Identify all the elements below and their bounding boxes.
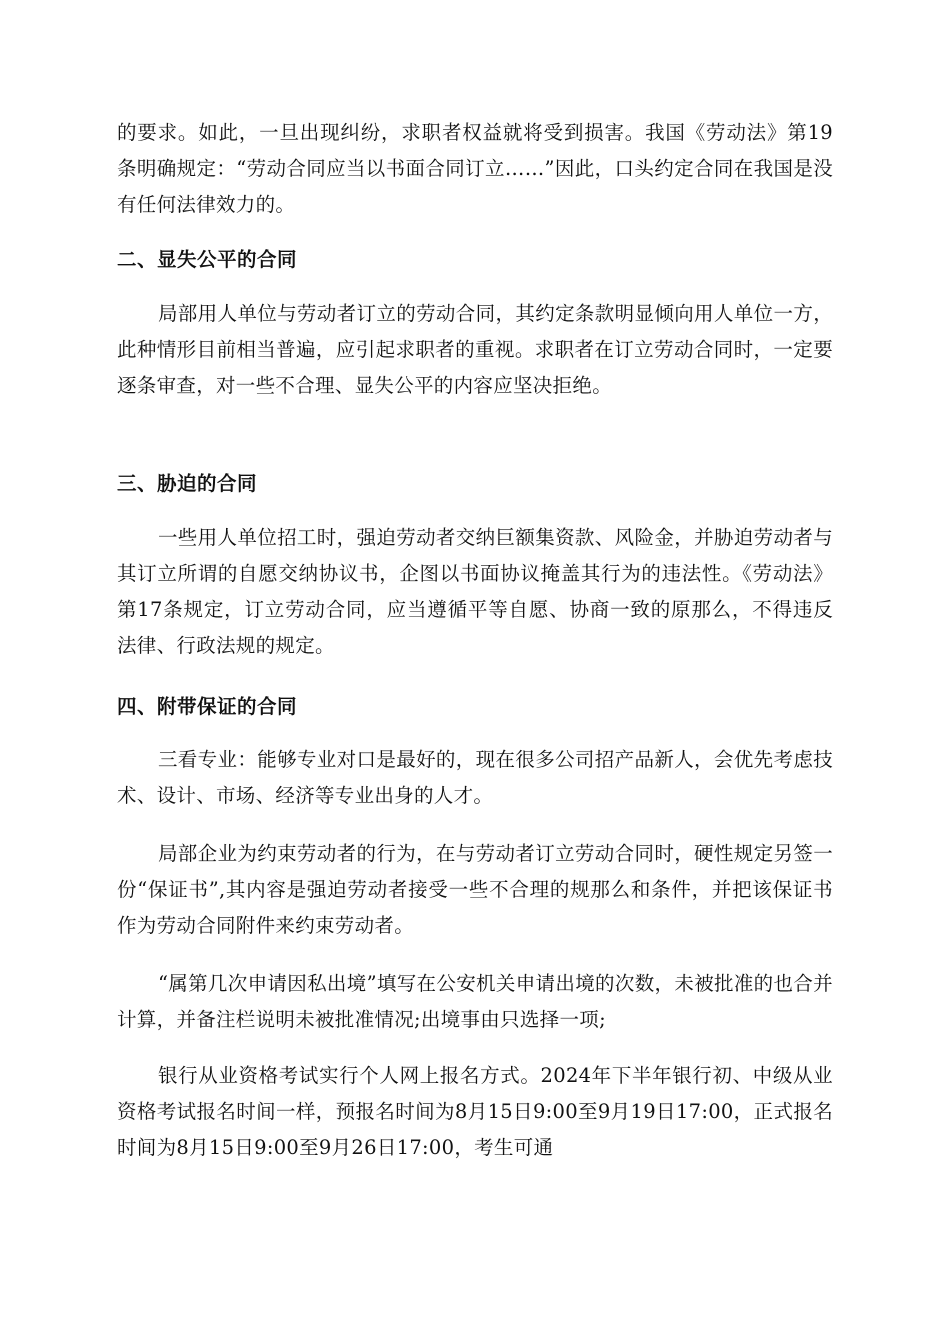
paragraph-coerced-contract: 一些用人单位招工时，强迫劳动者交纳巨额集资款、风险金，并胁迫劳动者与其订立所谓的自愿交纳协议书，企图以书面协议掩盖其行为的违法性。《劳动法》第17条规定，订立劳动合同，应当遵循平等自愿、协商一致的原那么，不得违反法律、行政法规的规定。 xyxy=(117,526,833,657)
heading-guarantee-contract: 四、附带保证的合同 xyxy=(117,695,298,718)
heading-coerced-contract: 三、胁迫的合同 xyxy=(117,472,258,495)
paragraph-unfair-contract: 局部用人单位与劳动者订立的劳动合同，其约定条款明显倾向用人单位一方，此种情形目前相当普遍，应引起求职者的重视。求职者在订立劳动合同时，一定要逐条审查，对一些不合理、显失公平的内容应坚决拒绝。 xyxy=(117,302,833,397)
paragraph-exit-application: “属第几次申请因私出境”填写在公安机关申请出境的次数，未被批准的也合并计算，并备注栏说明未被批准情况;出境事由只选择一项; xyxy=(117,972,833,1031)
paragraph-guarantee-letter: 局部企业为约束劳动者的行为，在与劳动者订立劳动合同时，硬性规定另签一份“保证书”,其内容是强迫劳动者接受一些不合理的规那么和条件，并把该保证书作为劳动合同附件来约束劳动者。 xyxy=(117,842,833,937)
paragraph-bank-exam: 银行从业资格考试实行个人网上报名方式。2024年下半年银行初、中级从业资格考试报名时间一样，预报名时间为8月15日9:00至9月19日17:00，正式报名时间为8月15日9:00至9月26日17:00，考生可通 xyxy=(117,1064,833,1159)
paragraph-oral-contract-end: 的要求。如此，一旦出现纠纷，求职者权益就将受到损害。我国《劳动法》第19条明确规定：“劳动合同应当以书面合同订立……”因此，口头约定合同在我国是没有任何法律效力的。 xyxy=(117,121,833,216)
paragraph-major-check: 三看专业：能够专业对口是最好的，现在很多公司招产品新人，会优先考虑技术、设计、市场、经济等专业出身的人才。 xyxy=(117,748,833,807)
heading-unfair-contract: 二、显失公平的合同 xyxy=(117,248,298,271)
